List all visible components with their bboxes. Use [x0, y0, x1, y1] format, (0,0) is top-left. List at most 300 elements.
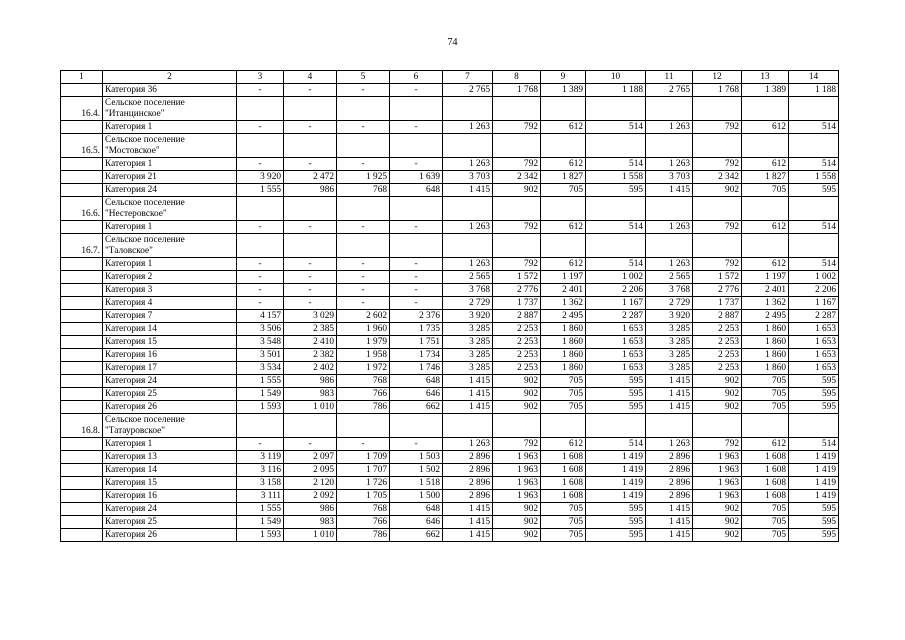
value-cell: 1 197	[742, 271, 789, 284]
value-cell: 514	[789, 258, 839, 271]
category-name: Категория 7	[103, 310, 237, 323]
value-cell: 1 737	[693, 297, 742, 310]
value-cell: 514	[789, 438, 839, 451]
value-cell: 1 502	[390, 464, 443, 477]
row-number	[61, 271, 103, 284]
empty-cell	[337, 414, 390, 438]
empty-cell	[742, 197, 789, 221]
value-cell: -	[237, 284, 284, 297]
value-cell: 1 768	[693, 84, 742, 97]
empty-cell	[390, 197, 443, 221]
header-cell: 9	[541, 71, 586, 84]
empty-cell	[646, 134, 693, 158]
category-name: Категория 26	[103, 401, 237, 414]
empty-cell	[693, 197, 742, 221]
tariff-table	[60, 70, 839, 542]
empty-cell	[646, 234, 693, 258]
category-name: Категория 24	[103, 184, 237, 197]
value-cell: 1 653	[586, 323, 646, 336]
value-cell: 3 501	[237, 349, 284, 362]
empty-cell	[789, 414, 839, 438]
row-number	[61, 171, 103, 184]
value-cell: 2 729	[646, 297, 693, 310]
value-cell: 595	[586, 529, 646, 542]
category-name: Категория 26	[103, 529, 237, 542]
value-cell: 1 963	[493, 477, 541, 490]
value-cell: 902	[693, 375, 742, 388]
row-number	[61, 221, 103, 234]
value-cell: 662	[390, 401, 443, 414]
value-cell: 514	[586, 438, 646, 451]
empty-cell	[586, 97, 646, 121]
value-cell: 2 382	[284, 349, 337, 362]
category-name: Категория 24	[103, 375, 237, 388]
category-name: Категория 13	[103, 451, 237, 464]
value-cell: 902	[493, 184, 541, 197]
section-number: 16.6.	[61, 197, 103, 221]
value-cell: 986	[284, 375, 337, 388]
empty-cell	[390, 134, 443, 158]
category-name: Категория 25	[103, 516, 237, 529]
value-cell: 1 002	[789, 271, 839, 284]
row-number	[61, 388, 103, 401]
row-number	[61, 477, 103, 490]
value-cell: 1 002	[586, 271, 646, 284]
value-cell: 2 602	[337, 310, 390, 323]
empty-cell	[390, 234, 443, 258]
value-cell: 1 197	[541, 271, 586, 284]
section-number: 16.4.	[61, 97, 103, 121]
value-cell: 1 415	[443, 516, 493, 529]
value-cell: 1 653	[789, 323, 839, 336]
table-row	[61, 529, 839, 542]
empty-cell	[693, 234, 742, 258]
empty-cell	[742, 134, 789, 158]
empty-cell	[390, 414, 443, 438]
value-cell: -	[237, 84, 284, 97]
table-row	[61, 438, 839, 451]
value-cell: 792	[493, 121, 541, 134]
value-cell: 595	[586, 184, 646, 197]
value-cell: 1 188	[789, 84, 839, 97]
value-cell: -	[284, 438, 337, 451]
value-cell: -	[337, 221, 390, 234]
value-cell: 612	[541, 158, 586, 171]
value-cell: 595	[586, 516, 646, 529]
value-cell: 705	[742, 375, 789, 388]
value-cell: 1 593	[237, 401, 284, 414]
value-cell: 1 263	[443, 258, 493, 271]
value-cell: 1 860	[742, 323, 789, 336]
value-cell: 792	[693, 438, 742, 451]
value-cell: 1 768	[493, 84, 541, 97]
category-name: Категория 14	[103, 464, 237, 477]
value-cell: 986	[284, 503, 337, 516]
value-cell: -	[284, 221, 337, 234]
table-row	[61, 464, 839, 477]
value-cell: -	[337, 84, 390, 97]
value-cell: 902	[493, 529, 541, 542]
empty-cell	[646, 97, 693, 121]
value-cell: 705	[742, 529, 789, 542]
value-cell: -	[237, 221, 284, 234]
section-number: 16.8.	[61, 414, 103, 438]
value-cell: 1 653	[789, 349, 839, 362]
empty-cell	[493, 97, 541, 121]
table-row	[61, 323, 839, 336]
value-cell: 792	[693, 121, 742, 134]
value-cell: -	[390, 271, 443, 284]
section-name: Сельское поселение "Итанцинское"	[103, 97, 237, 121]
value-cell: 2 896	[646, 451, 693, 464]
value-cell: -	[284, 84, 337, 97]
value-cell: 4 157	[237, 310, 284, 323]
value-cell: 1 549	[237, 516, 284, 529]
empty-cell	[541, 234, 586, 258]
empty-cell	[586, 134, 646, 158]
value-cell: 1 860	[541, 336, 586, 349]
value-cell: 1 707	[337, 464, 390, 477]
value-cell: 2 401	[541, 284, 586, 297]
row-number	[61, 375, 103, 388]
category-name: Категория 36	[103, 84, 237, 97]
value-cell: 1 503	[390, 451, 443, 464]
value-cell: 3 285	[443, 362, 493, 375]
value-cell: 648	[390, 184, 443, 197]
value-cell: 902	[693, 184, 742, 197]
empty-cell	[493, 134, 541, 158]
value-cell: 986	[284, 184, 337, 197]
value-cell: 705	[541, 401, 586, 414]
value-cell: 1 419	[586, 477, 646, 490]
value-cell: 768	[337, 184, 390, 197]
value-cell: 2 495	[541, 310, 586, 323]
value-cell: 902	[493, 503, 541, 516]
section-name: Сельское поселение "Мостовское"	[103, 134, 237, 158]
value-cell: 1 419	[789, 490, 839, 503]
header-cell: 12	[693, 71, 742, 84]
value-cell: 792	[493, 158, 541, 171]
value-cell: 2 253	[693, 323, 742, 336]
value-cell: 646	[390, 516, 443, 529]
value-cell: -	[337, 258, 390, 271]
empty-cell	[789, 234, 839, 258]
value-cell: 1 415	[646, 401, 693, 414]
row-number	[61, 297, 103, 310]
value-cell: 1 860	[742, 362, 789, 375]
value-cell: 1 593	[237, 529, 284, 542]
header-cell: 6	[390, 71, 443, 84]
value-cell: 792	[493, 221, 541, 234]
value-cell: 1 860	[742, 349, 789, 362]
value-cell: 2 342	[493, 171, 541, 184]
category-name: Категория 16	[103, 349, 237, 362]
value-cell: 1 709	[337, 451, 390, 464]
value-cell: 1 608	[541, 490, 586, 503]
value-cell: -	[390, 284, 443, 297]
value-cell: 1 558	[789, 171, 839, 184]
value-cell: 1 734	[390, 349, 443, 362]
value-cell: 705	[742, 401, 789, 414]
value-cell: 595	[586, 401, 646, 414]
value-cell: 1 500	[390, 490, 443, 503]
value-cell: 2 253	[693, 336, 742, 349]
value-cell: 1 653	[789, 362, 839, 375]
value-cell: 1 726	[337, 477, 390, 490]
value-cell: 983	[284, 388, 337, 401]
table-row	[61, 297, 839, 310]
value-cell: -	[390, 221, 443, 234]
value-cell: 1 415	[443, 503, 493, 516]
value-cell: 2 287	[789, 310, 839, 323]
value-cell: 595	[789, 184, 839, 197]
value-cell: -	[237, 297, 284, 310]
value-cell: 1 653	[586, 362, 646, 375]
value-cell: 2 896	[443, 464, 493, 477]
section-number: 16.7.	[61, 234, 103, 258]
value-cell: 2 253	[493, 349, 541, 362]
table-row	[61, 221, 839, 234]
value-cell: 3 029	[284, 310, 337, 323]
section-row	[61, 197, 839, 221]
value-cell: 1 608	[742, 490, 789, 503]
table-row	[61, 258, 839, 271]
value-cell: 3 920	[646, 310, 693, 323]
value-cell: 3 703	[646, 171, 693, 184]
value-cell: 1 549	[237, 388, 284, 401]
value-cell: 1 963	[693, 464, 742, 477]
table-row	[61, 516, 839, 529]
value-cell: 1 860	[742, 336, 789, 349]
value-cell: 2 887	[693, 310, 742, 323]
value-cell: 3 506	[237, 323, 284, 336]
value-cell: 612	[742, 258, 789, 271]
value-cell: 1 415	[443, 388, 493, 401]
empty-cell	[693, 97, 742, 121]
value-cell: 1 389	[541, 84, 586, 97]
row-number	[61, 362, 103, 375]
value-cell: 2 887	[493, 310, 541, 323]
category-name: Категория 4	[103, 297, 237, 310]
value-cell: 1 608	[742, 477, 789, 490]
value-cell: 983	[284, 516, 337, 529]
empty-cell	[337, 97, 390, 121]
row-number	[61, 323, 103, 336]
value-cell: -	[337, 284, 390, 297]
value-cell: 1 608	[742, 451, 789, 464]
table-row	[61, 310, 839, 323]
value-cell: 3 119	[237, 451, 284, 464]
value-cell: 514	[789, 158, 839, 171]
category-name: Категория 17	[103, 362, 237, 375]
value-cell: 2 376	[390, 310, 443, 323]
value-cell: 2 385	[284, 323, 337, 336]
value-cell: -	[390, 84, 443, 97]
value-cell: 902	[693, 388, 742, 401]
category-name: Категория 21	[103, 171, 237, 184]
value-cell: 2 092	[284, 490, 337, 503]
value-cell: 1 263	[646, 221, 693, 234]
row-number	[61, 529, 103, 542]
value-cell: 1 518	[390, 477, 443, 490]
table-row	[61, 284, 839, 297]
value-cell: 3 920	[237, 171, 284, 184]
value-cell: 902	[693, 516, 742, 529]
value-cell: 1 415	[443, 375, 493, 388]
value-cell: 2 896	[443, 490, 493, 503]
empty-cell	[284, 97, 337, 121]
empty-cell	[337, 197, 390, 221]
value-cell: 1 415	[646, 503, 693, 516]
value-cell: 3 703	[443, 171, 493, 184]
value-cell: 1 572	[693, 271, 742, 284]
value-cell: 3 285	[443, 336, 493, 349]
value-cell: 3 285	[443, 323, 493, 336]
value-cell: 1 963	[493, 464, 541, 477]
value-cell: 1 419	[586, 490, 646, 503]
value-cell: 646	[390, 388, 443, 401]
value-cell: 1 010	[284, 401, 337, 414]
table-row	[61, 477, 839, 490]
empty-cell	[493, 414, 541, 438]
value-cell: 1 960	[337, 323, 390, 336]
value-cell: -	[237, 271, 284, 284]
header-cell: 4	[284, 71, 337, 84]
value-cell: -	[390, 158, 443, 171]
value-cell: -	[390, 258, 443, 271]
value-cell: 1 389	[742, 84, 789, 97]
value-cell: 1 860	[541, 323, 586, 336]
value-cell: 1 263	[646, 438, 693, 451]
value-cell: 1 963	[693, 477, 742, 490]
value-cell: 792	[693, 258, 742, 271]
header-cell: 3	[237, 71, 284, 84]
category-name: Категория 16	[103, 490, 237, 503]
value-cell: 2 342	[693, 171, 742, 184]
value-cell: 2 206	[586, 284, 646, 297]
header-cell: 10	[586, 71, 646, 84]
value-cell: 1 958	[337, 349, 390, 362]
empty-cell	[443, 414, 493, 438]
empty-cell	[443, 134, 493, 158]
value-cell: 3 768	[646, 284, 693, 297]
section-name: Сельское поселение "Нестеровское"	[103, 197, 237, 221]
value-cell: 595	[789, 388, 839, 401]
value-cell: -	[237, 158, 284, 171]
empty-cell	[284, 197, 337, 221]
value-cell: 1 263	[443, 121, 493, 134]
value-cell: 705	[742, 184, 789, 197]
value-cell: 1 415	[443, 184, 493, 197]
empty-cell	[237, 197, 284, 221]
value-cell: 1 608	[541, 464, 586, 477]
value-cell: -	[337, 297, 390, 310]
empty-cell	[337, 234, 390, 258]
value-cell: 902	[493, 375, 541, 388]
row-number	[61, 401, 103, 414]
value-cell: -	[337, 121, 390, 134]
value-cell: 2 729	[443, 297, 493, 310]
value-cell: 3 158	[237, 477, 284, 490]
value-cell: 595	[586, 388, 646, 401]
value-cell: 792	[493, 258, 541, 271]
empty-cell	[541, 97, 586, 121]
value-cell: 2 565	[646, 271, 693, 284]
value-cell: 2 253	[493, 362, 541, 375]
section-row	[61, 234, 839, 258]
value-cell: 2 776	[693, 284, 742, 297]
value-cell: 1 925	[337, 171, 390, 184]
value-cell: 514	[789, 221, 839, 234]
empty-cell	[443, 197, 493, 221]
value-cell: 612	[742, 158, 789, 171]
value-cell: 1 972	[337, 362, 390, 375]
value-cell: 514	[789, 121, 839, 134]
value-cell: 1 419	[789, 477, 839, 490]
value-cell: 2 896	[443, 477, 493, 490]
value-cell: 1 963	[693, 451, 742, 464]
value-cell: 1 653	[586, 336, 646, 349]
value-cell: 648	[390, 375, 443, 388]
value-cell: 612	[742, 438, 789, 451]
empty-cell	[237, 234, 284, 258]
value-cell: 1 419	[789, 451, 839, 464]
value-cell: 2 253	[493, 323, 541, 336]
section-name: Сельское поселение "Татауровское"	[103, 414, 237, 438]
value-cell: 1 860	[541, 362, 586, 375]
value-cell: 2 896	[646, 464, 693, 477]
value-cell: 768	[337, 503, 390, 516]
value-cell: 2 120	[284, 477, 337, 490]
section-number: 16.5.	[61, 134, 103, 158]
empty-cell	[237, 134, 284, 158]
value-cell: 1 263	[646, 121, 693, 134]
value-cell: 1 362	[541, 297, 586, 310]
table-row	[61, 171, 839, 184]
category-name: Категория 3	[103, 284, 237, 297]
value-cell: 705	[541, 516, 586, 529]
value-cell: 792	[493, 438, 541, 451]
value-cell: -	[390, 297, 443, 310]
value-cell: 705	[742, 503, 789, 516]
category-name: Категория 1	[103, 258, 237, 271]
value-cell: 612	[541, 438, 586, 451]
empty-cell	[742, 97, 789, 121]
value-cell: 705	[541, 529, 586, 542]
value-cell: 2 410	[284, 336, 337, 349]
value-cell: 1 362	[742, 297, 789, 310]
value-cell: 612	[541, 221, 586, 234]
value-cell: 705	[541, 388, 586, 401]
table-row	[61, 388, 839, 401]
value-cell: 514	[586, 258, 646, 271]
value-cell: 2 095	[284, 464, 337, 477]
category-name: Категория 15	[103, 336, 237, 349]
value-cell: 902	[493, 388, 541, 401]
value-cell: 595	[789, 401, 839, 414]
value-cell: 595	[789, 516, 839, 529]
value-cell: 1 653	[789, 336, 839, 349]
empty-cell	[284, 134, 337, 158]
value-cell: 1 653	[586, 349, 646, 362]
empty-cell	[742, 414, 789, 438]
value-cell: 792	[693, 158, 742, 171]
value-cell: 1 419	[586, 451, 646, 464]
value-cell: 595	[586, 375, 646, 388]
page-number: 74	[447, 37, 458, 48]
value-cell: 2 472	[284, 171, 337, 184]
category-name: Категория 24	[103, 503, 237, 516]
